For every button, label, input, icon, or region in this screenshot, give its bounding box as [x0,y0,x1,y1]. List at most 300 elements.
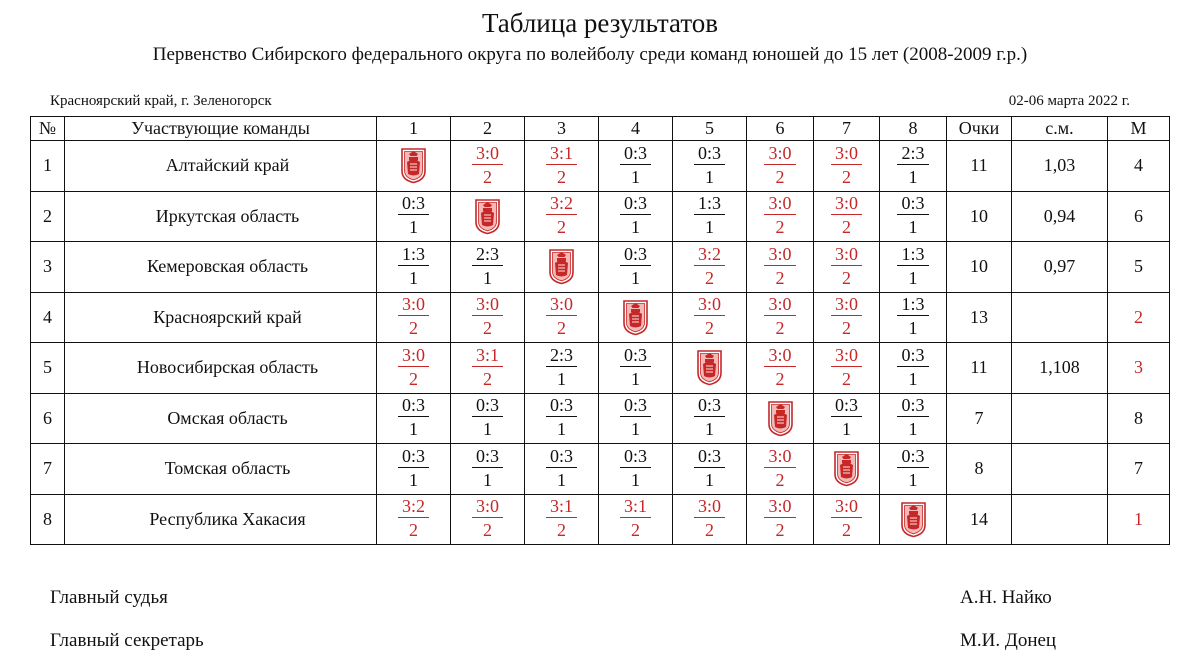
match-points: 1 [908,166,918,187]
chief-judge-label: Главный судья [50,587,168,608]
row-number: 3 [31,242,65,293]
match-score [897,447,928,489]
final-place: 6 [1108,191,1170,242]
results-body [31,141,1170,545]
set-score: 3:2 [694,245,725,266]
match-score [764,295,795,337]
set-score: 0:3 [694,447,725,468]
self-match-emblem-cell [377,141,451,192]
match-result-cell [880,141,947,192]
coat-of-arms-icon [622,305,649,325]
match-score [831,497,862,539]
table-row [31,292,1170,343]
match-result-cell [880,444,947,495]
chief-secretary-name: М.И. Донец [960,630,1057,651]
match-points: 2 [408,520,418,541]
match-result-cell [599,343,673,394]
match-result-cell [599,393,673,444]
coat-of-arms-icon [900,507,927,527]
match-points: 1 [482,419,492,440]
set-score: 3:0 [764,144,795,165]
match-score [831,194,862,236]
match-points: 2 [841,520,851,541]
set-score: 0:3 [897,194,928,215]
header-opponent-3: 3 [525,117,599,141]
match-result-cell [377,343,451,394]
set-score: 0:3 [694,144,725,165]
match-points: 2 [556,217,566,238]
match-result-cell [377,393,451,444]
header-opponent-6: 6 [747,117,814,141]
set-score: 0:3 [546,396,577,417]
match-score [620,497,651,539]
final-place: 3 [1108,343,1170,394]
match-score [546,447,577,489]
match-score [398,396,429,438]
set-score: 3:0 [764,497,795,518]
match-score [472,346,503,388]
table-row [31,191,1170,242]
header-num: № [31,117,65,141]
match-points: 2 [775,217,785,238]
match-score [398,346,429,388]
match-points: 1 [908,368,918,389]
match-points: 2 [482,318,492,339]
match-result-cell [377,292,451,343]
set-score: 2:3 [897,144,928,165]
header-opponent-8: 8 [880,117,947,141]
set-score: 3:0 [831,194,862,215]
match-points: 2 [841,166,851,187]
set-score: 3:0 [831,295,862,316]
final-place: 5 [1108,242,1170,293]
match-score [620,346,651,388]
match-score [546,396,577,438]
match-score [897,194,928,236]
set-score: 0:3 [398,396,429,417]
self-match-emblem-cell [747,393,814,444]
set-score: 2:3 [546,346,577,367]
match-points: 1 [630,217,640,238]
match-result-cell [525,141,599,192]
table-row [31,343,1170,394]
match-points: 1 [704,469,714,490]
match-points: 2 [775,166,785,187]
match-result-cell [880,292,947,343]
set-score: 3:0 [831,346,862,367]
match-result-cell [747,444,814,495]
match-score [620,396,651,438]
match-points: 2 [704,267,714,288]
row-number: 2 [31,191,65,242]
match-result-cell [673,292,747,343]
set-ratio [1012,393,1108,444]
set-score: 0:3 [620,194,651,215]
final-place: 1 [1108,494,1170,545]
match-result-cell [673,393,747,444]
match-result-cell [599,494,673,545]
header-team: Участвующие команды [65,117,377,141]
set-score: 3:1 [620,497,651,518]
dates-label: 02-06 марта 2022 г. [1008,93,1130,109]
match-points: 1 [704,419,714,440]
match-points: 1 [630,419,640,440]
match-result-cell [673,191,747,242]
total-points: 10 [947,191,1012,242]
team-name: Кемеровская область [65,242,377,293]
match-score [620,194,651,236]
row-number: 4 [31,292,65,343]
match-points: 2 [482,166,492,187]
row-number: 5 [31,343,65,394]
match-points: 1 [908,217,918,238]
row-number: 1 [31,141,65,192]
match-result-cell [747,494,814,545]
set-score: 1:3 [897,295,928,316]
location-label: Красноярский край, г. Зеленогорск [50,93,272,109]
match-points: 1 [482,469,492,490]
page-subtitle: Первенство Сибирского федерального округа по волейболу среди команд юношей до 15 лет (2008-2009 г.р.) [152,44,1028,65]
match-result-cell [673,444,747,495]
match-score [897,346,928,388]
match-points: 1 [841,419,851,440]
match-points: 1 [908,469,918,490]
match-result-cell [525,444,599,495]
coat-of-arms-icon [767,406,794,426]
match-result-cell [673,141,747,192]
match-result-cell [747,191,814,242]
coat-of-arms-icon [474,204,501,224]
header-opponent-2: 2 [451,117,525,141]
match-points: 1 [908,419,918,440]
set-score: 3:0 [694,497,725,518]
match-points: 2 [556,166,566,187]
match-points: 2 [556,318,566,339]
set-score: 0:3 [620,346,651,367]
match-points: 1 [556,419,566,440]
match-result-cell [747,242,814,293]
match-score [398,194,429,236]
match-points: 1 [408,469,418,490]
match-score [620,144,651,186]
match-score [472,245,503,287]
match-score [694,144,725,186]
final-place: 7 [1108,444,1170,495]
page-title: Таблица результатов [481,8,719,38]
set-score: 1:3 [398,245,429,266]
match-score [831,396,862,438]
total-points: 14 [947,494,1012,545]
set-score: 0:3 [897,447,928,468]
match-points: 2 [841,217,851,238]
set-score: 0:3 [546,447,577,468]
total-points: 11 [947,343,1012,394]
set-score: 0:3 [620,396,651,417]
set-score: 3:1 [472,346,503,367]
self-match-emblem-cell [599,292,673,343]
header-points: Очки [947,117,1012,141]
set-score: 3:0 [472,497,503,518]
match-score [764,346,795,388]
match-result-cell [747,292,814,343]
set-score: 3:0 [764,194,795,215]
match-result-cell [599,141,673,192]
table-row [31,393,1170,444]
match-score [398,245,429,287]
match-result-cell [451,292,525,343]
match-points: 2 [556,520,566,541]
match-result-cell [880,191,947,242]
results-table [30,116,1170,545]
total-points: 11 [947,141,1012,192]
match-score [398,295,429,337]
set-score: 0:3 [694,396,725,417]
team-name: Республика Хакасия [65,494,377,545]
match-result-cell [599,444,673,495]
header-opponent-5: 5 [673,117,747,141]
match-points: 1 [630,469,640,490]
team-name: Омская область [65,393,377,444]
match-score [472,396,503,438]
match-points: 2 [775,469,785,490]
match-points: 2 [704,520,714,541]
set-score: 0:3 [398,447,429,468]
match-score [764,245,795,287]
match-score [546,497,577,539]
match-result-cell [377,494,451,545]
set-score: 0:3 [472,396,503,417]
match-result-cell [377,191,451,242]
match-score [694,396,725,438]
match-score [831,295,862,337]
match-result-cell [525,343,599,394]
match-score [831,144,862,186]
match-result-cell [814,494,880,545]
match-result-cell [814,343,880,394]
table-row [31,444,1170,495]
set-score: 3:1 [546,144,577,165]
match-result-cell [814,292,880,343]
match-score [546,295,577,337]
match-points: 1 [630,166,640,187]
match-score [764,194,795,236]
self-match-emblem-cell [451,191,525,242]
total-points: 13 [947,292,1012,343]
match-score [620,245,651,287]
header-ratio: с.м. [1012,117,1108,141]
match-result-cell [599,242,673,293]
match-result-cell [451,444,525,495]
total-points: 7 [947,393,1012,444]
header-opponent-7: 7 [814,117,880,141]
header-opponent-4: 4 [599,117,673,141]
table-row [31,141,1170,192]
match-score [472,144,503,186]
match-score [831,245,862,287]
match-score [897,245,928,287]
match-points: 2 [630,520,640,541]
match-score [694,194,725,236]
match-points: 1 [630,368,640,389]
match-score [546,346,577,388]
match-result-cell [814,242,880,293]
chief-secretary-label: Главный секретарь [50,630,204,651]
set-score: 3:2 [546,194,577,215]
set-score: 3:0 [764,447,795,468]
match-result-cell [814,191,880,242]
set-ratio [1012,494,1108,545]
match-score [897,295,928,337]
set-ratio [1012,444,1108,495]
final-place: 2 [1108,292,1170,343]
set-score: 3:0 [764,245,795,266]
set-score: 0:3 [620,245,651,266]
coat-of-arms-icon [400,154,427,174]
match-score [694,447,725,489]
match-result-cell [525,393,599,444]
coat-of-arms-icon [833,457,860,477]
match-result-cell [673,242,747,293]
set-score: 3:2 [398,497,429,518]
match-result-cell [377,242,451,293]
match-points: 2 [841,368,851,389]
match-points: 2 [482,368,492,389]
match-score [472,497,503,539]
match-result-cell [814,141,880,192]
final-place: 8 [1108,393,1170,444]
match-points: 1 [556,368,566,389]
team-name: Новосибирская область [65,343,377,394]
match-points: 1 [704,166,714,187]
match-points: 2 [775,368,785,389]
match-points: 2 [841,318,851,339]
set-score: 3:0 [831,497,862,518]
match-result-cell [451,494,525,545]
team-name: Алтайский край [65,141,377,192]
team-name: Иркутская область [65,191,377,242]
match-score [764,144,795,186]
match-result-cell [525,191,599,242]
match-points: 1 [908,267,918,288]
set-ratio: 0,94 [1012,191,1108,242]
match-result-cell [451,393,525,444]
match-score [398,497,429,539]
match-points: 2 [841,267,851,288]
match-points: 1 [408,419,418,440]
match-result-cell [599,191,673,242]
self-match-emblem-cell [673,343,747,394]
match-points: 1 [408,217,418,238]
row-number: 6 [31,393,65,444]
set-score: 0:3 [897,346,928,367]
set-score: 3:0 [694,295,725,316]
match-result-cell [880,343,947,394]
match-score [546,144,577,186]
set-ratio [1012,292,1108,343]
set-score: 3:0 [398,295,429,316]
match-score [694,497,725,539]
self-match-emblem-cell [814,444,880,495]
self-match-emblem-cell [525,242,599,293]
coat-of-arms-icon [548,255,575,275]
set-score: 1:3 [897,245,928,266]
match-score [472,295,503,337]
match-result-cell [525,292,599,343]
set-score: 3:1 [546,497,577,518]
match-points: 2 [408,318,418,339]
table-row [31,242,1170,293]
set-ratio: 1,108 [1012,343,1108,394]
match-points: 1 [704,217,714,238]
match-score [897,144,928,186]
match-score [472,447,503,489]
match-points: 1 [482,267,492,288]
team-name: Томская область [65,444,377,495]
match-points: 2 [482,520,492,541]
set-score: 3:0 [764,346,795,367]
match-result-cell [880,242,947,293]
header-place: М [1108,117,1170,141]
set-ratio: 1,03 [1012,141,1108,192]
match-score [620,447,651,489]
set-ratio: 0,97 [1012,242,1108,293]
set-score: 3:0 [398,346,429,367]
table-row [31,494,1170,545]
match-result-cell [673,494,747,545]
chief-judge-name: А.Н. Найко [960,587,1052,608]
match-score [764,497,795,539]
match-result-cell [747,141,814,192]
match-score [546,194,577,236]
set-score: 3:0 [831,245,862,266]
team-name: Красноярский край [65,292,377,343]
match-result-cell [377,444,451,495]
set-score: 1:3 [694,194,725,215]
set-score: 3:0 [472,295,503,316]
match-score [694,295,725,337]
set-score: 0:3 [620,144,651,165]
match-result-cell [747,343,814,394]
set-score: 3:0 [472,144,503,165]
self-match-emblem-cell [880,494,947,545]
match-score [398,447,429,489]
match-points: 1 [556,469,566,490]
match-score [831,346,862,388]
set-score: 3:0 [546,295,577,316]
final-place: 4 [1108,141,1170,192]
match-points: 2 [775,520,785,541]
coat-of-arms-icon [696,356,723,376]
match-score [897,396,928,438]
total-points: 8 [947,444,1012,495]
match-result-cell [451,343,525,394]
set-score: 0:3 [620,447,651,468]
match-points: 2 [408,368,418,389]
match-score [694,245,725,287]
match-points: 1 [408,267,418,288]
match-result-cell [451,242,525,293]
set-score: 0:3 [897,396,928,417]
header-opponent-1: 1 [377,117,451,141]
set-score: 0:3 [472,447,503,468]
row-number: 7 [31,444,65,495]
match-result-cell [451,141,525,192]
match-points: 2 [775,267,785,288]
match-points: 2 [775,318,785,339]
match-result-cell [880,393,947,444]
total-points: 10 [947,242,1012,293]
match-result-cell [814,393,880,444]
